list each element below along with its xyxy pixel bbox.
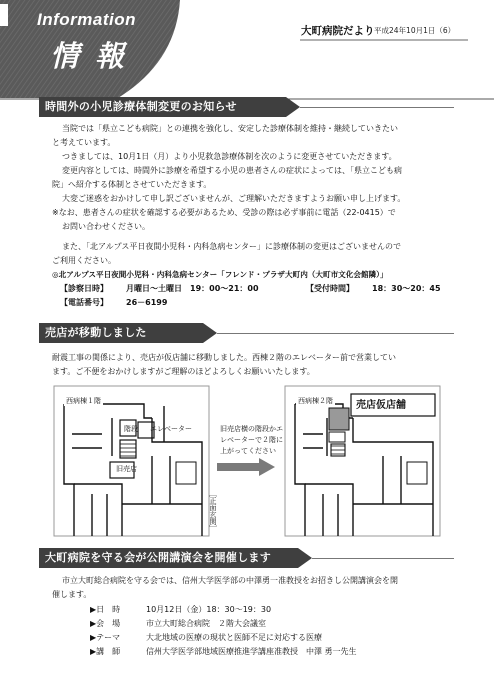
section-title-shop: 売店が移動しました	[39, 323, 203, 343]
issue-date: 平成24年10月1日（6）	[374, 26, 456, 35]
reception-value: 18：30～20：45	[372, 284, 441, 293]
s2-line-2: ます。ご不便をおかけしますがご理解のほどよろしくお願いいたします。	[52, 367, 315, 376]
event-date-value: 10月12日（金）18：30～19：30	[146, 605, 272, 614]
section-divider	[300, 107, 454, 108]
header-label-jp: 情報	[50, 39, 141, 73]
event-speaker-label: ▶講 師	[90, 647, 121, 656]
map-old-shop-label: 旧売店	[116, 465, 137, 473]
s1-line-7: ※なお、患者さんの症状を確認する必要があるため、受診の際は必ず事前に電話（22-0415）で	[52, 208, 396, 217]
phone-label: 【電話番号】	[60, 298, 108, 307]
section-divider	[312, 558, 454, 559]
phone-value: 26－6199	[126, 298, 168, 307]
stairs-note-1: 旧売店横の階段かエ	[220, 425, 283, 433]
paper-title: 大町病院だより	[301, 25, 375, 37]
s1-line-5: 院」へ紹介する体制とさせていただきます。	[52, 180, 212, 189]
s2-line-1: 耐震工事の関係により、売店が仮店舗に移動しました。西棟２階のエレベーター前で営業してい	[52, 353, 396, 362]
s1-line-10: ご利用ください。	[52, 256, 116, 265]
map-entrance-label: ［正面玄関］	[209, 490, 217, 532]
s1-line-2: と考えています。	[52, 138, 116, 147]
event-venue-value: 市立大町総合病院 ２階大会議室	[146, 619, 266, 628]
section-title-pediatric: 時間外の小児診療体制変更のお知らせ	[39, 97, 286, 117]
map-elevator-label: エレベーター	[150, 425, 192, 433]
s1-line-3: つきましては、10月1日（月）より小児救急診療体制を次のように変更させていただきます。	[62, 152, 397, 161]
reception-label: 【受付時間】	[306, 284, 354, 293]
section-divider	[217, 333, 454, 334]
s1-line-9: また、「北アルプス平日夜間小児科・内科急病センター」に診療体制の変更はございませんので	[62, 242, 402, 251]
event-date-label: ▶日 時	[90, 605, 121, 614]
floor-map-1f	[52, 384, 212, 542]
hours-label: 【診察日時】	[60, 284, 108, 293]
stairs-note-3: 上がってください	[220, 447, 276, 455]
event-speaker-value: 信州大学医学部地域医療推進学講座准教授 中澤 勇一先生	[146, 647, 357, 656]
map-new-shop-label: 売店仮店舗	[356, 400, 406, 411]
emergency-center-line: ◎北アルプス平日夜間小児科・内科急病センター「フレンド・プラザ大町内（大町市文化会館隣）」	[52, 270, 388, 279]
s3-line-2: 催します。	[52, 590, 92, 599]
header-label-en: Information	[37, 10, 136, 29]
s1-line-8: お問い合わせください。	[62, 222, 150, 231]
s1-line-6: 大変ご迷惑をおかけして申し訳ございませんが、ご理解いただきますようお願い申し上げます。	[62, 194, 406, 203]
s3-line-1: 市立大町総合病院を守る会では、信州大学医学部の中澤勇一准教授をお招きし公開講演会を開	[62, 576, 398, 585]
event-theme-value: 大北地域の医療の現状と医師不足に対応する医療	[146, 633, 322, 642]
map-1f-label: 西病棟１階	[66, 397, 101, 405]
map-2f-label: 西病棟２階	[298, 397, 333, 405]
s1-line-4: 変更内容としては、時間外に診療を希望する小児の患者さんの症状によっては、「県立こども病	[62, 166, 402, 175]
section-title-lecture: 大町病院を守る会が公開講演会を開催します	[39, 548, 298, 568]
stairs-note-2: レベーターで２階に	[220, 436, 283, 444]
hours-value: 月曜日～土曜日 19：00～21：00	[126, 284, 259, 293]
s1-line-1: 当院では「県立こども病院」との連携を強化し、安定した診療体制を維持・継続していきたい	[62, 124, 398, 133]
map-stairs-label: 階段	[124, 425, 138, 433]
arrow-right-icon	[217, 458, 277, 476]
event-venue-label: ▶会 場	[90, 619, 121, 628]
event-theme-label: ▶テーマ	[90, 633, 121, 642]
